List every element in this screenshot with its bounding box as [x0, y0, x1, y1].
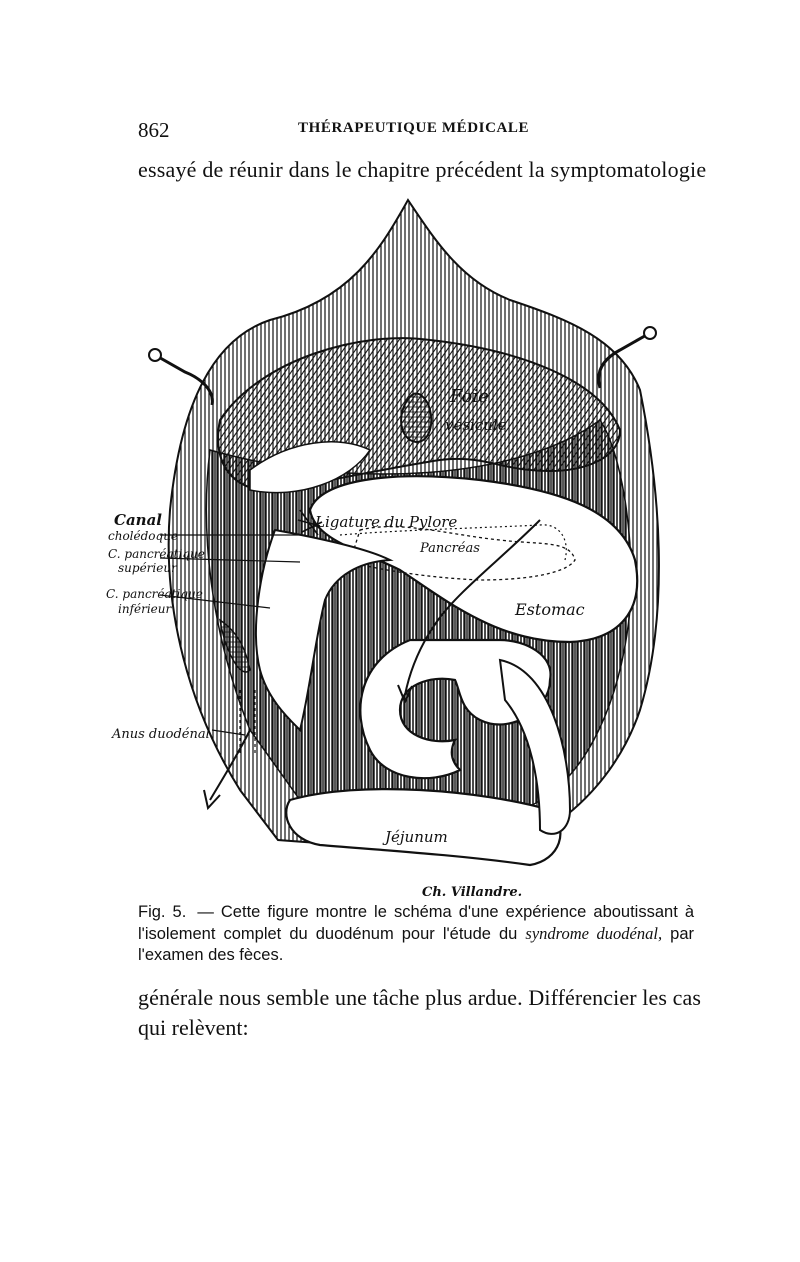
left-retractor-ring [149, 349, 161, 361]
figure-caption [138, 902, 694, 966]
label-foie: Foie [450, 386, 489, 407]
label-estomac: Estomac [515, 600, 585, 619]
label-pancreas: Pancréas [420, 541, 480, 556]
figure-illustration [100, 190, 700, 902]
artist-signature: Ch. Villandre. [422, 885, 523, 900]
caption-text: — Cette figure montre le schéma d'une expérience aboutissant à l'isolement complet du duodénum pour l'étude du [138, 903, 694, 943]
label-anus-duodenal: Anus duodénal [112, 727, 210, 742]
running-title: THÉRAPEUTIQUE MÉDICALE [298, 120, 530, 136]
body-text-line: générale nous semble une tâche plus ardue. Différencier les cas [138, 985, 701, 1010]
running-head [138, 118, 686, 142]
label-c-pancreatique-inferieur: C. pancréatique [106, 587, 203, 601]
label-jejunum: Jéjunum [385, 828, 448, 846]
caption-italic-term: syndrome duodénal, [525, 924, 663, 943]
label-choledoque: cholédoque [108, 529, 179, 543]
figure-number: Fig. 5. [138, 903, 187, 921]
caption-text-end: par l'examen des fèces. [138, 925, 694, 964]
anatomical-figure [100, 190, 700, 902]
label-inferieur: inférieur [118, 602, 172, 616]
label-vesicule: vésicule [445, 416, 507, 434]
label-canal: Canal [114, 511, 162, 529]
body-text-line: essayé de réunir dans le chapitre précédent la symptomatologie [138, 157, 707, 182]
page-number: 862 [138, 118, 170, 142]
gallbladder [401, 393, 431, 441]
label-ligature-pylore: Ligature du Pylore [315, 513, 458, 531]
label-c-pancreatique-superieur: C. pancréatique [108, 547, 205, 561]
label-superieur: supérieur [118, 561, 177, 575]
right-retractor-ring [644, 327, 656, 339]
body-text-line: qui relèvent: [138, 1015, 249, 1040]
arrow-head [204, 790, 220, 808]
